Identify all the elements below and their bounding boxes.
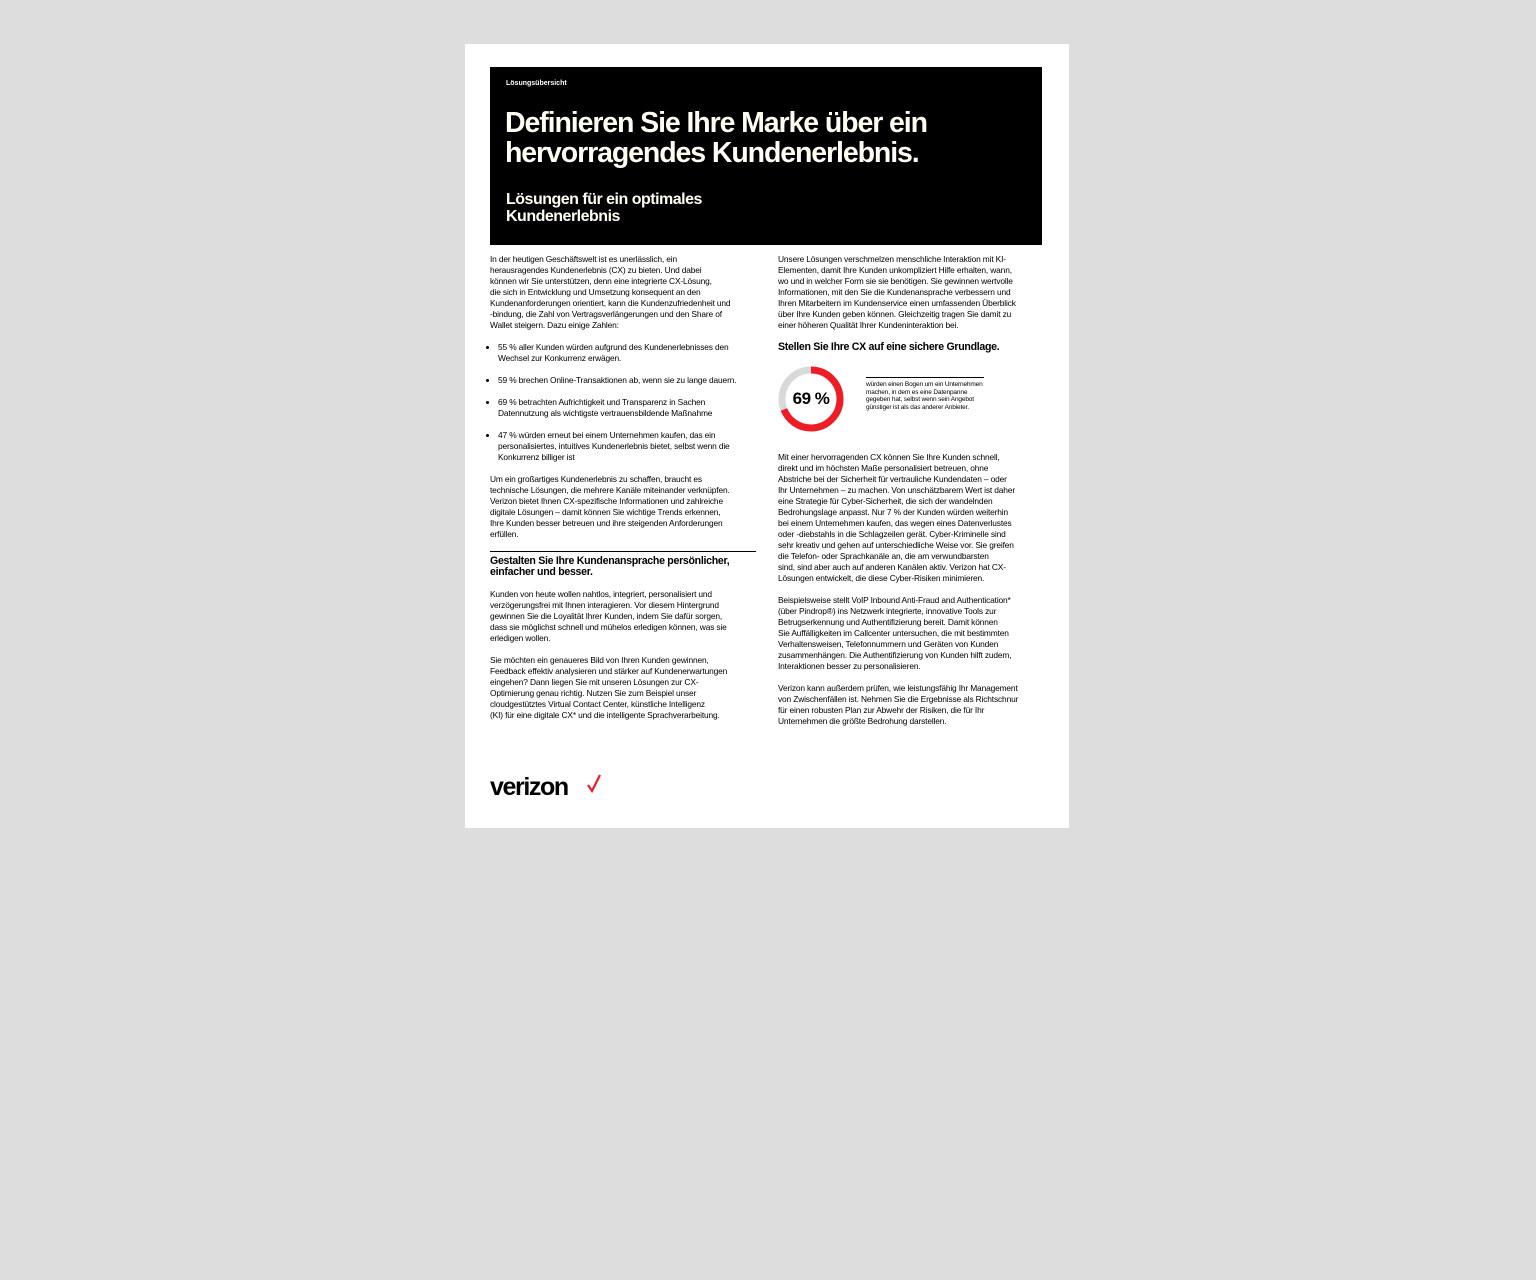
page-subtitle: Lösungen für ein optimales Kundenerlebnis <box>506 191 702 225</box>
bullet-item: 55 % aller Kunden würden aufgrund des Kundenerlebnisses den Wechsel zur Konkurrenz erwägen. <box>490 342 756 364</box>
right-column <box>778 254 1044 738</box>
left-column <box>490 254 756 732</box>
hero-banner <box>490 67 1042 245</box>
body-paragraph: Mit einer hervorragenden CX können Sie Ihre Kunden schnell, direkt und im höchsten Maße personalisiert betreuen, ohne Abstriche bei der Sicherheit für vertrauliche Kundendaten – oder Ihr Unternehmen – zu machen. Von unschätzbarem Wert ist daher eine Strategie für Cyber-Sicherheit, die sich der wandelnden Bedrohungslage anpasst. Nur 7 % der Kunden würden weiterhin bei einem Unternehmen kaufen, das wegen eines Datenverlustes oder -diebstahls in die Schlagzeilen gerät. Cyber-Kriminelle sind sehr kreativ und gehen auf unterschiedliche Weise vor. Sie greifen die Telefon- oder Sprachkanäle an, die am verwundbarsten sind, sind aber auch auf anderen Kanälen aktiv. Verizon hat CX- Lösungen entwickelt, die diese Cyber-Risiken minimieren. <box>778 452 1015 583</box>
body-paragraph: Kunden von heute wollen nahtlos, integriert, personalisiert und verzögerungsfrei mit Ihnen interagieren. Vor diesem Hintergrund gewinnen Sie die Loyalität Ihrer Kunden, indem Sie dafür sorgen, dass sie möglichst schnell und mühelos erledigen können, was sie erledigen wollen. <box>490 589 727 643</box>
page-title: Definieren Sie Ihre Marke über ein hervorragendes Kundenerlebnis. <box>505 107 927 169</box>
section-divider <box>490 551 756 552</box>
bullet-item: 47 % würden erneut bei einem Unternehmen kaufen, das ein personalisiertes, intuitives Kundenerlebnis bietet, selbst wenn die Konkurrenz billiger ist <box>490 430 756 463</box>
checkmark-icon <box>587 774 601 794</box>
body-paragraph: Unsere Lösungen verschmelzen menschliche Interaktion mit KI- Elementen, damit Ihre Kunden unkompliziert Hilfe erhalten, wann, wo und in welcher Form sie sie benötigen. Sie gewinnen wertvolle Informationen, mit den Sie die Kundenansprache verbessern und Ihren Mitarbeitern im Kundenservice einen umfassenden Überblick über Ihre Kunden geben können. Gleichzeitig tragen Sie damit zu einer höheren Qualität Ihrer Kundeninteraktion bei. <box>778 254 1016 330</box>
stats-bullet-list <box>490 342 756 463</box>
stat-callout <box>778 364 1044 438</box>
document-page <box>465 44 1069 828</box>
logo-wordmark: verizon <box>490 773 568 801</box>
bullet-item: 69 % betrachten Aufrichtigkeit und Transparenz in Sachen Datennutzung als wichtigste vertrauensbildende Maßnahme <box>490 397 756 419</box>
intro-paragraph: In der heutigen Geschäftswelt ist es unerlässlich, ein herausragendes Kundenerlebnis (CX) zu bieten. Und dabei können wir Sie unterstützen, denn eine integrierte CX-Lösung, die sich in Entwicklung und Umsetzung konsequent an den Kundenanforderungen orientiert, kann die Kundenzufriedenheit und -bindung, die Zahl von Vertragsverlängerungen und den Share of Wallet steigern. Dazu einige Zahlen: <box>490 254 731 330</box>
section-heading: Stellen Sie Ihre CX auf eine sichere Grundlage. <box>778 341 1000 353</box>
body-paragraph: Sie möchten ein genaueres Bild von Ihren Kunden gewinnen, Feedback effektiv analysieren und stärker auf Kundenerwartungen eingehen? Dann liegen Sie mit unseren Lösungen zur CX- Optimierung genau richtig. Nutzen Sie zum Beispiel unser cloudgestütztes Virtual Contact Center, künstliche Intelligenz (KI) für eine digitale CX* und die intelligente Sprachverarbeitung. <box>490 655 728 720</box>
stat-caption: würden einen Bogen um ein Unternehmen machen, in dem es eine Datenpanne gegeben hat, selbst wenn sein Angebot günstiger ist als das anderer Anbieter. <box>866 381 983 411</box>
section-heading: Gestalten Sie Ihre Kundenansprache persönlicher, einfacher und besser. <box>490 555 730 578</box>
stat-divider <box>866 377 984 378</box>
verizon-logo <box>490 772 568 802</box>
body-paragraph: Verizon kann außerdem prüfen, wie leistungsfähig Ihr Management von Zwischenfällen ist. Nehmen Sie die Ergebnisse als Richtschnur für einen robusten Plan zur Abwehr der Risiken, die für Ihr Unternehmen die größte Bedrohung darstellen. <box>778 683 1019 726</box>
body-paragraph: Um ein großartiges Kundenerlebnis zu schaffen, braucht es technische Lösungen, die mehrere Kanäle miteinander verknüpfen. Verizon bietet Ihnen CX-spezifische Informationen und zahlreiche digitale Lösungen – damit können Sie wichtige Trends erkennen, Ihre Kunden besser betreuen und ihre steigenden Anforderungen erfüllen. <box>490 474 730 539</box>
stat-value: 69 % <box>792 389 830 408</box>
bullet-item: 59 % brechen Online-Transaktionen ab, wenn sie zu lange dauern. <box>490 375 756 386</box>
body-paragraph: Beispielsweise stellt VoIP Inbound Anti-Fraud and Authentication* (über Pindrop®) ins Netzwerk integrierte, innovative Tools zur Betrugserkennung und Authentifizierung bereit. Damit können Sie Auffälligkeiten im Callcenter untersuchen, die mit bestimmten Verhaltensweisen, Telefonnummern und Geräten von Kunden zusammenhängen. Die Authentifizierung von Kunden hilft zudem, Interaktionen besser zu personalisieren. <box>778 595 1012 671</box>
eyebrow-label: Lösungsübersicht <box>506 80 567 87</box>
